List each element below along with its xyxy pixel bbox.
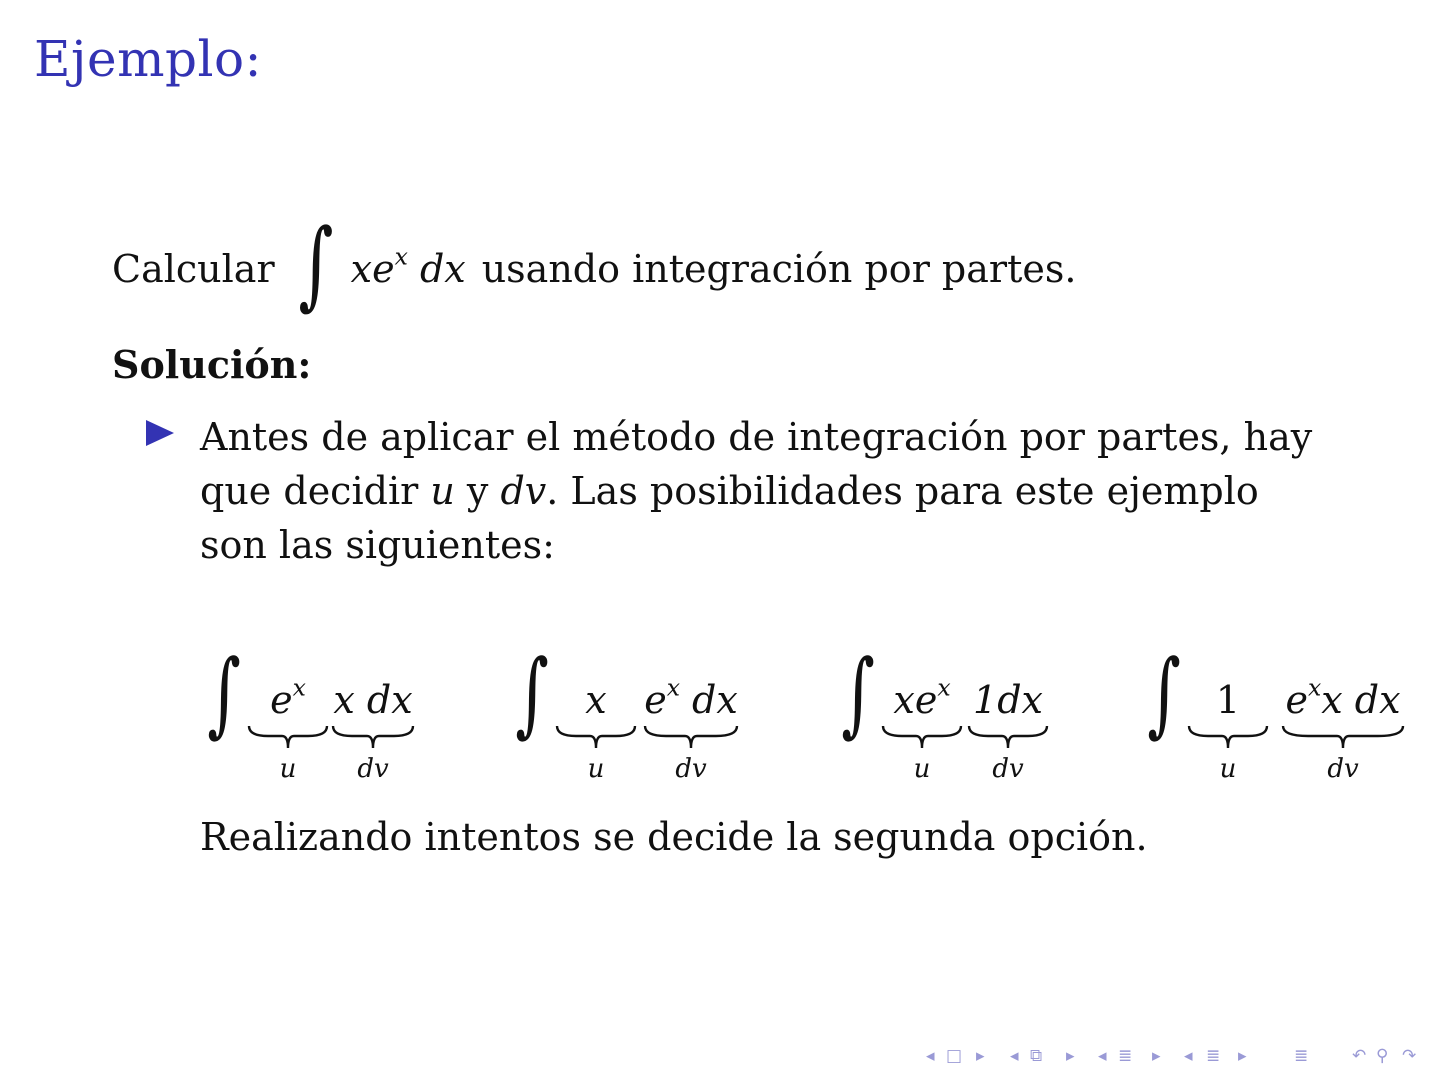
option-1 <box>200 640 430 788</box>
dv-term: 1dx <box>973 678 1043 722</box>
underbrace-dv <box>642 673 740 784</box>
underbrace-icon <box>330 724 416 752</box>
nav-frame-icon[interactable]: □ <box>946 1046 963 1066</box>
dv-label: dv <box>1327 754 1359 784</box>
integral-sign: ∫ <box>207 640 241 747</box>
problem-integrand: $xe^x$ dx <box>350 242 466 291</box>
integral-sign: ∫ <box>298 208 334 320</box>
underbrace-icon <box>642 724 740 752</box>
u-term: $xe^x$ <box>893 673 951 722</box>
conclusion-text: Realizando intentos se decide la segunda opción. <box>200 815 1148 859</box>
underbrace-icon <box>554 724 638 752</box>
nav-back-icon[interactable]: ↶ <box>1352 1046 1367 1066</box>
nav-doc-next-icon[interactable]: ▸ <box>1238 1046 1247 1066</box>
dv-label: dv <box>357 754 389 784</box>
underbrace-icon <box>246 724 330 752</box>
dv-label: dv <box>992 754 1024 784</box>
nav-frame-prev-icon[interactable]: ◂ <box>926 1046 935 1066</box>
underbrace-dv <box>1280 673 1406 784</box>
u-label: u <box>913 754 931 784</box>
underbrace-icon <box>966 724 1050 752</box>
nav-search-icon[interactable]: ⚲ <box>1376 1046 1389 1066</box>
u-label: u <box>1219 754 1237 784</box>
problem-trail: usando integración por partes. <box>481 247 1077 291</box>
u-term: x <box>585 678 607 722</box>
integral-sign: ∫ <box>1147 640 1181 747</box>
nav-section-icon[interactable]: ≣ <box>1118 1046 1133 1066</box>
dv-term: x dx <box>333 678 413 722</box>
dv-term: $e^x$ dx <box>644 673 738 722</box>
underbrace-icon <box>1280 724 1406 752</box>
option-2 <box>508 640 748 788</box>
nav-frame-next-icon[interactable]: ▸ <box>976 1046 985 1066</box>
frame-title: Ejemplo: <box>34 30 262 88</box>
option-3 <box>834 640 1064 788</box>
underbrace-u <box>1186 676 1270 782</box>
dv-term: $e^xx$ dx <box>1285 673 1401 722</box>
nav-subsection-next-icon[interactable]: ▸ <box>1066 1046 1075 1066</box>
underbrace-u <box>880 673 964 784</box>
underbrace-dv <box>966 676 1050 782</box>
problem-statement <box>112 208 1077 324</box>
u-label: u <box>279 754 297 784</box>
nav-forward-icon[interactable]: ↷ <box>1402 1046 1417 1066</box>
u-term: 1 <box>1215 678 1241 722</box>
problem-lead: Calcular <box>112 247 275 291</box>
integral-sign: ∫ <box>515 640 549 747</box>
nav-section-prev-icon[interactable]: ◂ <box>1098 1046 1107 1066</box>
underbrace-icon <box>880 724 964 752</box>
u-label: u <box>587 754 605 784</box>
bullet-triangle-icon <box>146 420 174 446</box>
nav-doc-prev-icon[interactable]: ◂ <box>1184 1046 1193 1066</box>
u-term: $e^x$ <box>270 673 306 722</box>
underbrace-icon <box>1186 724 1270 752</box>
underbrace-u <box>554 676 638 782</box>
nav-toc-icon[interactable]: ≣ <box>1294 1046 1309 1066</box>
bullet-item <box>146 410 1336 572</box>
solution-heading: Solución: <box>112 342 312 387</box>
nav-doc-icon[interactable]: ≣ <box>1206 1046 1221 1066</box>
underbrace-u <box>246 673 330 784</box>
dv-label: dv <box>675 754 707 784</box>
nav-section-next-icon[interactable]: ▸ <box>1152 1046 1161 1066</box>
bullet-text: Antes de aplicar el método de integración por partes, hay que decidir u y dv. Las posibilidades para este ejemplo son las siguientes: <box>200 415 1313 567</box>
underbrace-dv <box>330 676 416 782</box>
option-4 <box>1140 640 1420 788</box>
integral-sign: ∫ <box>841 640 875 747</box>
nav-subsection-prev-icon[interactable]: ◂ <box>1010 1046 1019 1066</box>
nav-subsection-icon[interactable]: ⧉ <box>1030 1046 1043 1066</box>
